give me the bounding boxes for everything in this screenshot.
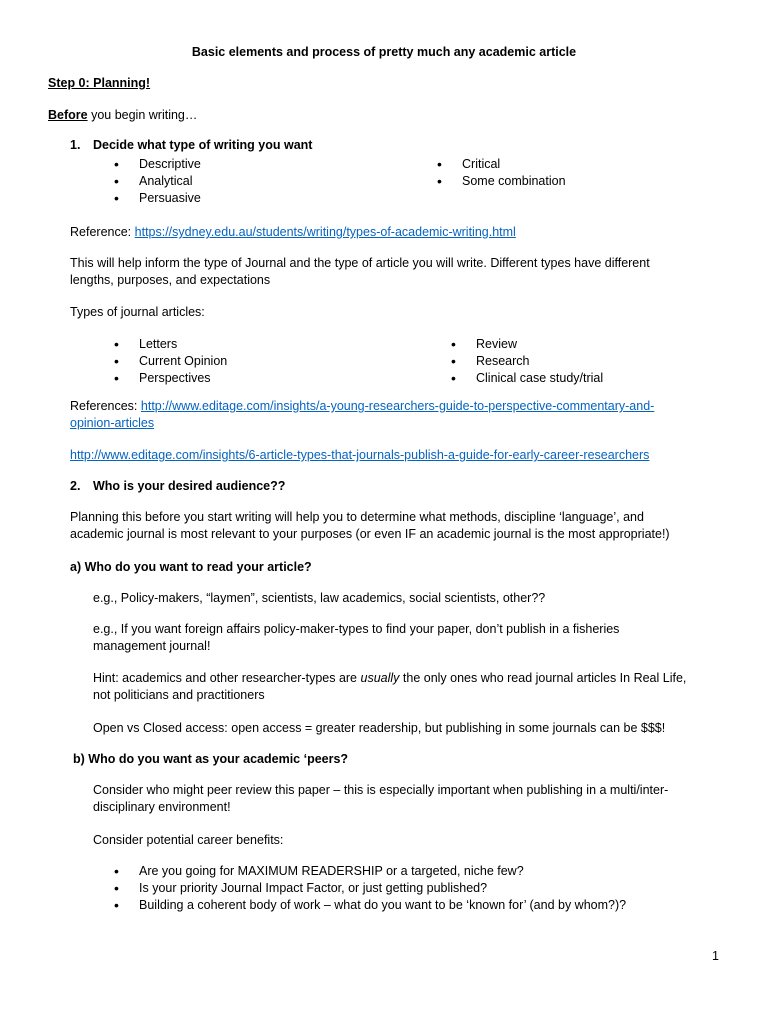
item2-text: Who is your desired audience?? <box>93 479 286 493</box>
article-types-left-list <box>114 336 227 387</box>
planning-line-2: academic journal is most relevant to your purposes (or even IF an academic journal is the most appropriate!) <box>70 527 670 541</box>
consider-paragraph-2: Consider potential career benefits: <box>93 833 284 847</box>
writing-types-left-list <box>114 156 201 207</box>
example-1: e.g., Policy-makers, “laymen”, scientists, law academics, social scientists, other?? <box>93 591 546 605</box>
item2-number: 2. <box>70 479 81 493</box>
list-item: • Building a coherent body of work – what do you want to be ‘known for’ (and by whom?)? <box>114 897 626 914</box>
list-item: • Analytical <box>114 173 201 190</box>
hint-paragraph <box>93 670 686 704</box>
list-item: • Perspectives <box>114 370 227 387</box>
question-b: b) Who do you want as your academic ‘peers? <box>73 752 349 766</box>
list-item: • Review <box>451 336 603 353</box>
list-item: • Critical <box>437 156 566 173</box>
example-2-line-1: e.g., If you want foreign affairs policy-maker-types to find your paper, don’t publish in a fisheries <box>93 622 620 636</box>
reference-label: Reference: <box>70 225 132 239</box>
references-block <box>70 398 654 432</box>
career-benefits-list <box>114 863 626 914</box>
hint-pre: Hint: academics and other researcher-types are <box>93 671 361 685</box>
reference-link-2[interactable]: http://www.editage.com/insights/6-article-types-that-journals-publish-a-guide-for-early-career-researchers <box>70 448 650 462</box>
hint-post: the only ones who read journal articles In Real Life, <box>399 671 687 685</box>
list-item: • Current Opinion <box>114 353 227 370</box>
open-access-note: Open vs Closed access: open access = greater readership, but publishing in some journals can be $$$! <box>93 721 666 735</box>
hint-emphasis: usually <box>360 671 400 685</box>
list-item: • Is your priority Journal Impact Factor, or just getting published? <box>114 880 626 897</box>
article-types-right-list <box>451 336 603 387</box>
list-item: • Persuasive <box>114 190 201 207</box>
reference-link-1b[interactable]: opinion-articles <box>70 416 155 430</box>
list-item: • Are you going for MAXIMUM READERSHIP or a targeted, niche few? <box>114 863 626 880</box>
consider-1-line-1: Consider who might peer review this paper – this is especially important when publishing in a multi/inter- <box>93 783 669 797</box>
example-2 <box>93 621 619 655</box>
planning-paragraph <box>70 509 670 543</box>
document-title: Basic elements and process of pretty much any academic article <box>191 45 577 59</box>
list-item: • Descriptive <box>114 156 201 173</box>
list-item: • Some combination <box>437 173 566 190</box>
reference-line-2 <box>70 447 649 464</box>
item1-heading <box>0 137 768 154</box>
references-label: References: <box>70 399 138 413</box>
before-rest: you begin writing… <box>87 108 198 122</box>
item1-number: 1. <box>70 138 81 152</box>
question-a: a) Who do you want to read your article? <box>70 560 312 574</box>
list-item: • Clinical case study/trial <box>451 370 603 387</box>
planning-line-1: Planning this before you start writing will help you to determine what methods, discipline ‘language’, and <box>70 510 644 524</box>
item2-heading <box>0 478 768 495</box>
list-item: • Research <box>451 353 603 370</box>
before-line <box>48 107 197 124</box>
hint-line-2: not politicians and practitioners <box>93 688 265 702</box>
inform-paragraph <box>70 255 650 289</box>
consider-1-line-2: disciplinary environment! <box>93 800 231 814</box>
example-2-line-2: management journal! <box>93 639 211 653</box>
inform-line-1: This will help inform the type of Journal and the type of article you will write. Different types have different <box>70 256 650 270</box>
consider-paragraph-1 <box>93 782 668 816</box>
page-number: 1 <box>712 949 719 963</box>
inform-line-2: lengths, purposes, and expectations <box>70 273 271 287</box>
reference-link[interactable]: https://sydney.edu.au/students/writing/types-of-academic-writing.html <box>134 225 516 239</box>
writing-types-right-list <box>437 156 566 190</box>
step0-heading: Step 0: Planning! <box>48 76 151 90</box>
reference-line <box>70 224 516 241</box>
types-label: Types of journal articles: <box>70 305 205 319</box>
before-underlined: Before <box>48 108 88 122</box>
reference-link-1a[interactable]: http://www.editage.com/insights/a-young-researchers-guide-to-perspective-commentary-and- <box>140 399 655 413</box>
item1-text: Decide what type of writing you want <box>93 138 313 152</box>
list-item: • Letters <box>114 336 227 353</box>
